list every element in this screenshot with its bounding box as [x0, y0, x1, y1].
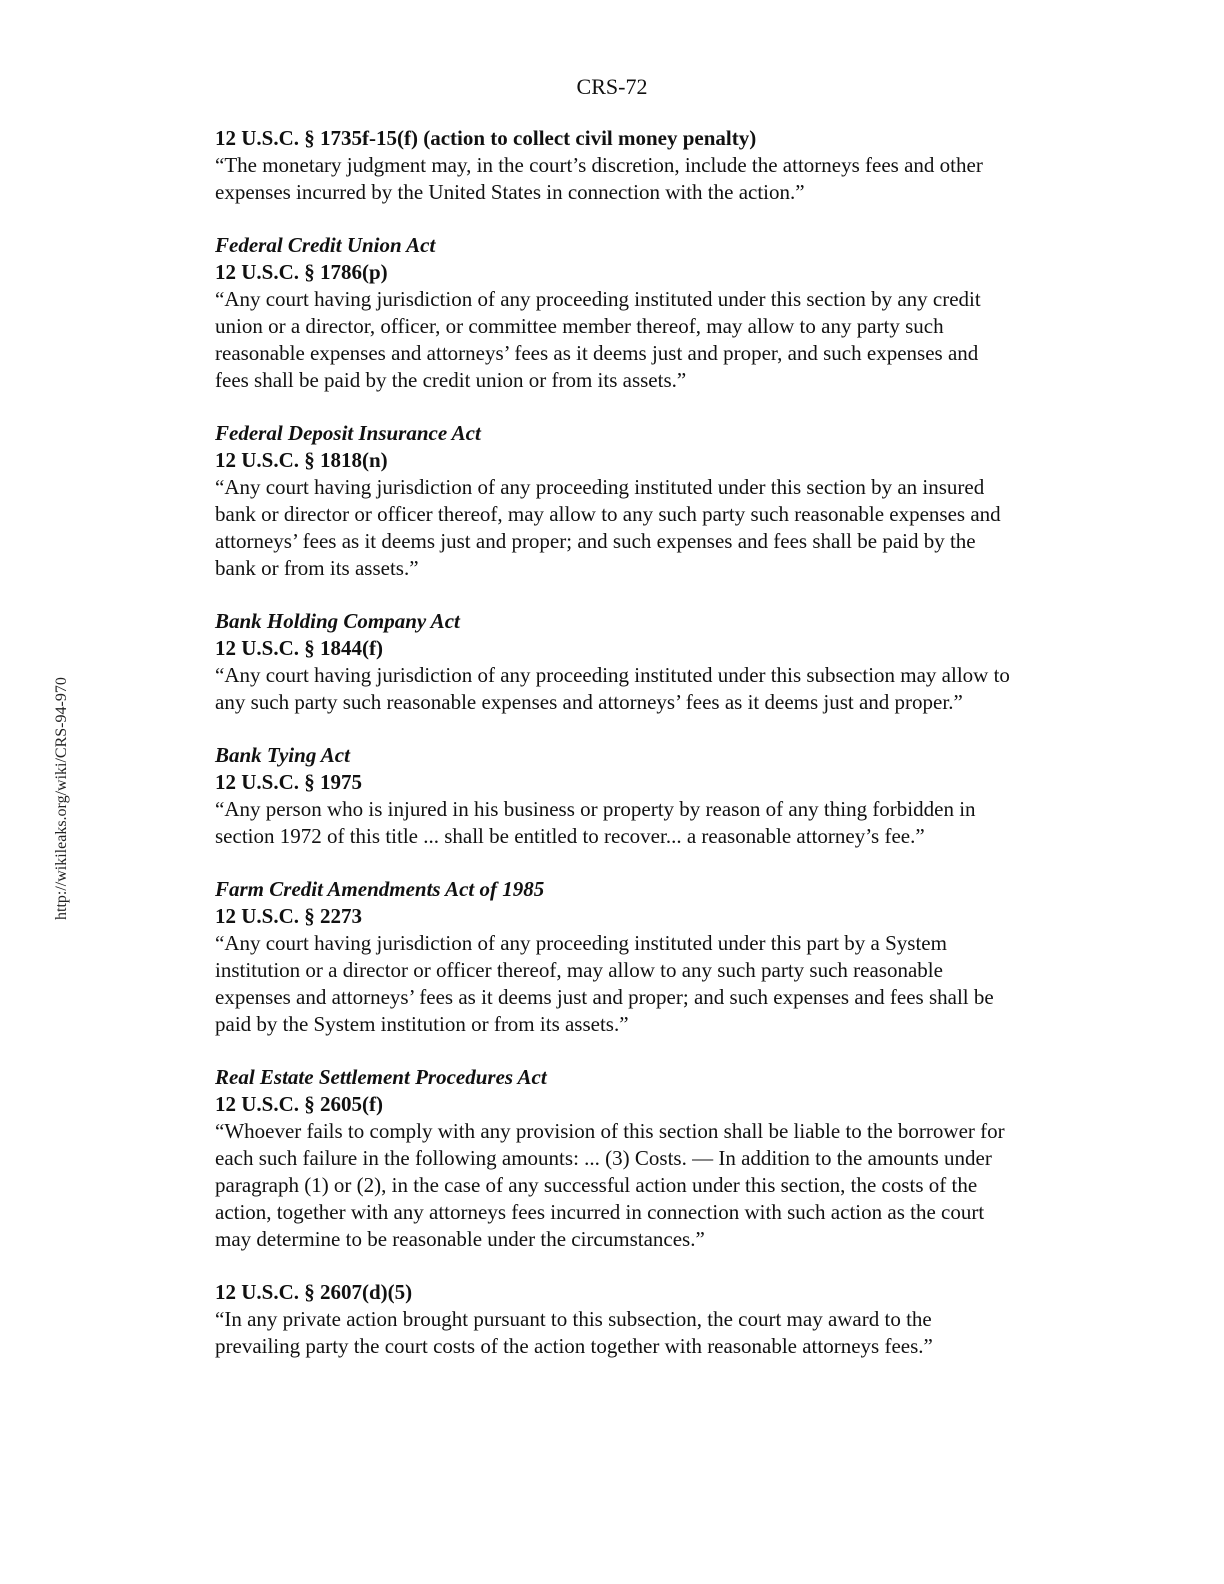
- section-1735f: [215, 125, 1015, 206]
- page-header: CRS-72: [576, 74, 648, 99]
- citation: 12 U.S.C. § 1786(p): [215, 260, 388, 284]
- act-title: Real Estate Settlement Procedures Act: [215, 1065, 547, 1089]
- side-url-watermark: http://wikileaks.org/wiki/CRS-94-970: [53, 677, 70, 920]
- section-federal-credit-union-act: [215, 232, 1015, 394]
- citation: 12 U.S.C. § 1818(n): [215, 448, 388, 472]
- section-respa-2605: [215, 1064, 1015, 1253]
- statute-quote: “Any court having jurisdiction of any proceeding instituted under this section by an insured bank or director or officer thereof, may allow to any such party such reasonable expenses and attorneys’ fees as it deems just and proper; and such expenses and fees shall be paid by the bank or from its assets.”: [215, 475, 1001, 580]
- statute-quote: “In any private action brought pursuant to this subsection, the court may award to the prevailing party the court costs of the action together with reasonable attorneys fees.”: [215, 1307, 933, 1358]
- act-title: Bank Tying Act: [215, 743, 350, 767]
- statute-quote: “Any person who is injured in his business or property by reason of any thing forbidden in section 1972 of this title ... shall be entitled to recover... a reasonable attorney’s fee.”: [215, 797, 976, 848]
- citation: 12 U.S.C. § 2605(f): [215, 1092, 383, 1116]
- section-federal-deposit-insurance-act: [215, 420, 1015, 582]
- section-bank-holding-company-act: [215, 608, 1015, 716]
- section-farm-credit-amendments-act: [215, 876, 1015, 1038]
- citation: 12 U.S.C. § 1975: [215, 770, 363, 794]
- document-body: [215, 125, 1015, 1386]
- citation: 12 U.S.C. § 1735f-15(f) (action to collect civil money penalty): [215, 126, 757, 150]
- act-title: Federal Deposit Insurance Act: [215, 421, 481, 445]
- section-respa-2607: [215, 1279, 1015, 1360]
- statute-quote: “The monetary judgment may, in the court’s discretion, include the attorneys fees and other expenses incurred by the United States in connection with the action.”: [215, 153, 983, 204]
- section-bank-tying-act: [215, 742, 1015, 850]
- citation: 12 U.S.C. § 2607(d)(5): [215, 1280, 413, 1304]
- statute-quote: “Any court having jurisdiction of any proceeding instituted under this subsection may allow to any such party such reasonable expenses and attorneys’ fees as it deems just and proper.”: [215, 663, 1010, 714]
- statute-quote: “Any court having jurisdiction of any proceeding instituted under this part by a System institution or a director or officer thereof, may allow to any such party such reasonable expenses and attorneys’ fees as it deems just and proper; and such expenses and fees shall be paid by the System institution or from its assets.”: [215, 931, 994, 1036]
- citation: 12 U.S.C. § 2273: [215, 904, 363, 928]
- act-title: Farm Credit Amendments Act of 1985: [215, 877, 545, 901]
- citation: 12 U.S.C. § 1844(f): [215, 636, 383, 660]
- statute-quote: “Any court having jurisdiction of any proceeding instituted under this section by any credit union or a director, officer, or committee member thereof, may allow to any party such reasonable expenses and attorneys’ fees as it deems just and proper, and such expenses and fees shall be paid by the credit union or from its assets.”: [215, 287, 981, 392]
- act-title: Bank Holding Company Act: [215, 609, 460, 633]
- statute-quote: “Whoever fails to comply with any provision of this section shall be liable to the borrower for each such failure in the following amounts: ... (3) Costs. — In addition to the amounts under paragraph (1) or (2), in the case of any successful action under this section, the costs of the action, together with any attorneys fees incurred in connection with such action as the court may determine to be reasonable under the circumstances.”: [215, 1119, 1005, 1251]
- act-title: Federal Credit Union Act: [215, 233, 436, 257]
